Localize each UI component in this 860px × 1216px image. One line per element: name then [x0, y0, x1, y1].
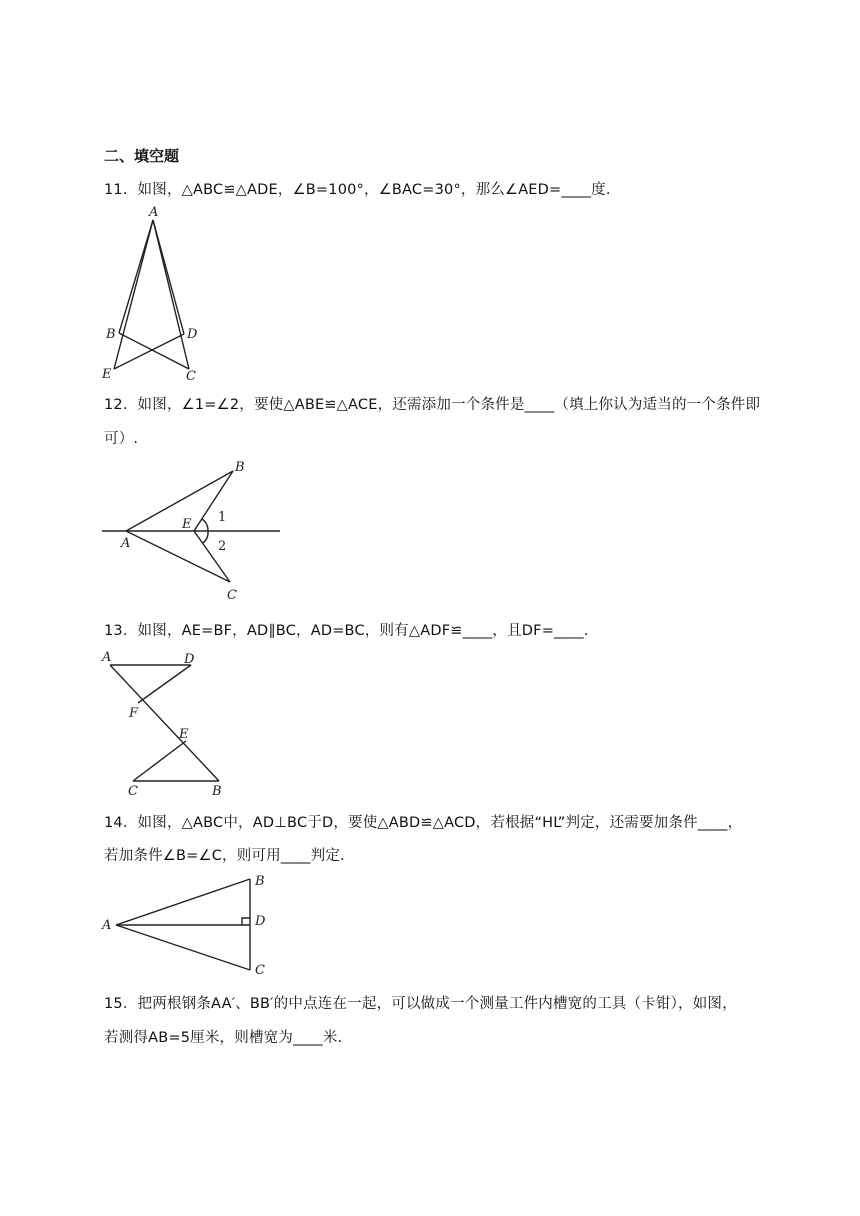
label-B: B: [106, 327, 116, 342]
label-D: D: [255, 914, 266, 929]
label-C: C: [227, 588, 237, 603]
label-E: E: [182, 517, 192, 532]
segment-AE: [114, 220, 153, 369]
label-B: B: [255, 874, 265, 889]
question-12-text-line-2: 可）.: [104, 431, 139, 447]
question-15-text-line-2: 若测得AB=5厘米，则槽宽为____米.: [104, 1030, 343, 1046]
section-title: 二、填空题: [104, 147, 180, 165]
label-D: D: [187, 327, 198, 342]
segment-BE: [194, 471, 233, 531]
question-11-figure: [100, 200, 210, 382]
segment-AC: [116, 925, 250, 970]
right-angle-mark: [242, 918, 250, 925]
label-E: E: [102, 367, 112, 382]
question-14-text-line-1: 14．如图，△ABC中，AD⊥BC于D，要使△ABD≌△ACD，若根据“HL”判定，还需要加条件____，: [104, 815, 743, 831]
label-angle-2: 2: [218, 539, 227, 554]
label-B: B: [235, 460, 245, 475]
label-C: C: [128, 784, 138, 799]
segment-AC: [126, 531, 230, 582]
question-14-figure: [100, 868, 275, 978]
question-13-text: 13．如图，AE=BF，AD∥BC，AD=BC，则有△ADF≌____，且DF=____.: [104, 623, 589, 639]
segment-AB: [116, 879, 250, 925]
segment-DF: [138, 665, 191, 703]
question-14-text-line-2: 若加条件∠B=∠C，则可用____判定.: [104, 848, 345, 864]
question-12-text-line-1: 12．如图，∠1=∠2，要使△ABE≌△ACE，还需添加一个条件是____（填上你认为适当的一个条件即: [104, 397, 761, 413]
label-C: C: [186, 369, 196, 384]
label-D: D: [184, 652, 195, 667]
label-A: A: [102, 918, 112, 933]
label-A: A: [149, 205, 159, 220]
angle-2-arc: [203, 531, 208, 543]
label-A: A: [102, 650, 112, 665]
label-C: C: [255, 963, 265, 978]
segment-BC: [119, 333, 189, 369]
segment-AB: [110, 665, 219, 781]
label-A: A: [121, 536, 131, 551]
label-E: E: [179, 727, 189, 742]
label-F: F: [129, 706, 139, 721]
question-15-text-line-1: 15．把两根钢条AA′、BB′的中点连在一起，可以做成一个测量工件内槽宽的工具（卡钳），如图，: [104, 996, 737, 1012]
segment-EC: [133, 741, 186, 781]
question-13-figure: [100, 646, 230, 798]
segment-DE: [114, 334, 184, 369]
angle-1-arc: [202, 519, 208, 531]
label-angle-1: 1: [218, 510, 227, 525]
label-B: B: [212, 784, 222, 799]
segment-AB: [126, 471, 233, 531]
question-12-figure: [100, 455, 285, 605]
question-11-text: 11．如图，△ABC≌△ADE，∠B=100°，∠BAC=30°，那么∠AED=____度.: [104, 182, 611, 198]
